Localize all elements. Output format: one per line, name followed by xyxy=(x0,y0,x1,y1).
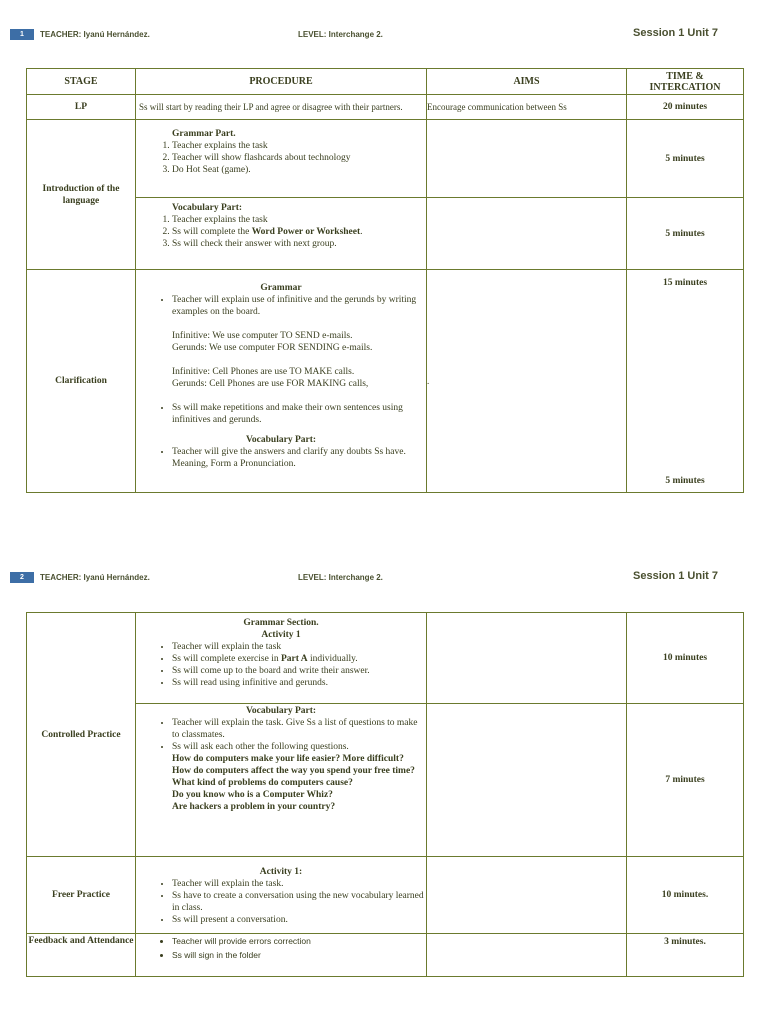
question-text: Do you know who is a Computer Whiz? xyxy=(172,790,333,800)
time-cell: 7 minutes xyxy=(627,704,744,857)
session-label: Session 1 Unit 7 xyxy=(633,570,718,582)
session-label: Session 1 Unit 7 xyxy=(633,27,718,39)
example-text: Infinitive: We use computer TO SEND e-mails. xyxy=(172,331,353,341)
list-item: • Ss will sign in the folder xyxy=(172,948,426,962)
procedure-cell: Ss will start by reading their LP and agree or disagree with their partners. xyxy=(136,95,427,120)
aims-cell xyxy=(427,198,627,270)
stage-cell: LP xyxy=(27,95,136,120)
list-item: • Ss will come up to the board and write their answer. xyxy=(172,665,426,677)
stage-cell: Feedback and Attendance xyxy=(27,934,136,977)
list-item: • Ss will read using infinitive and gerunds. xyxy=(172,677,426,689)
stage-cell: Controlled Practice xyxy=(27,613,136,857)
time-cell: 10 minutes xyxy=(627,613,744,704)
time-cell: 20 minutes xyxy=(627,95,744,120)
table-row-freer xyxy=(27,857,744,934)
section-title: Vocabulary Part: xyxy=(245,435,317,445)
procedure-cell xyxy=(136,704,427,857)
time-cell: 5 minutes xyxy=(627,198,744,270)
page-header-1 xyxy=(0,28,768,44)
table-row-intro-grammar xyxy=(27,120,744,198)
text-span: . xyxy=(360,227,363,237)
time-value-bottom: 5 minutes xyxy=(665,476,705,486)
text-span: Ss will complete exercise in xyxy=(172,654,281,664)
time-cell xyxy=(627,270,744,493)
procedure-cell xyxy=(136,613,427,704)
level-label: LEVEL: Interchange 2. xyxy=(298,30,383,39)
numbered-list xyxy=(136,140,426,176)
example-text: Infinitive: Cell Phones are use TO MAKE calls. xyxy=(172,367,355,377)
lesson-plan-table-1 xyxy=(26,68,744,493)
procedure-cell xyxy=(136,198,427,270)
time-cell: 5 minutes xyxy=(627,120,744,198)
bullet-list xyxy=(136,878,426,926)
example-text: Gerunds: Cell Phones are use FOR MAKING calls, xyxy=(172,379,369,389)
bold-text: Word Power or Worksheet xyxy=(251,227,361,237)
section-title: Grammar Section. xyxy=(243,618,319,628)
section-title: Grammar Part. xyxy=(172,129,236,139)
page-header-2 xyxy=(0,571,768,587)
list-item: • Ss will present a conversation. xyxy=(172,914,426,926)
level-label: LEVEL: Interchange 2. xyxy=(298,573,383,582)
column-header-procedure: PROCEDURE xyxy=(136,69,427,95)
list-item: • Teacher will explain use of infinitive and the gerunds by writing examples on the board. xyxy=(172,294,426,318)
teacher-label: TEACHER: Iyanú Hernández. xyxy=(40,573,150,582)
stage-cell: Introduction of the language xyxy=(27,120,136,270)
aims-cell: . xyxy=(427,270,627,493)
list-item: 1. Teacher explains the task xyxy=(172,140,426,152)
text-span: individually. xyxy=(307,654,358,664)
list-item: • Teacher will provide errors correction xyxy=(172,934,426,948)
text-span: Ss will complete the xyxy=(172,227,252,237)
page-number-badge: 1 xyxy=(10,29,34,40)
time-cell: 3 minutes. xyxy=(627,934,744,977)
bullet-list xyxy=(136,294,426,318)
list-item: 3. Do Hot Seat (game). xyxy=(172,164,426,176)
table-row-clarification xyxy=(27,270,744,493)
column-header-time xyxy=(627,69,744,95)
question-text: What kind of problems do computers cause? xyxy=(172,778,353,788)
page-number-badge: 2 xyxy=(10,572,34,583)
procedure-cell xyxy=(136,857,427,934)
list-item: • Teacher will explain the task. xyxy=(172,878,426,890)
list-item: • Teacher will give the answers and clarify any doubts Ss have. Meaning, Form a Pronunciation. xyxy=(172,446,426,470)
procedure-cell xyxy=(136,270,427,493)
bullet-list xyxy=(136,446,426,470)
stage-cell: Freer Practice xyxy=(27,857,136,934)
numbered-list xyxy=(136,214,426,250)
list-item: • Ss have to create a conversation using the new vocabulary learned in class. xyxy=(172,890,426,914)
bullet-list xyxy=(136,641,426,689)
stage-cell: Clarification xyxy=(27,270,136,493)
table-row-controlled-grammar xyxy=(27,613,744,704)
aims-cell xyxy=(427,934,627,977)
column-header-time-text: TIME & INTERCATION xyxy=(649,70,721,93)
table-header-row xyxy=(27,69,744,95)
bullet-list xyxy=(136,402,426,426)
aims-cell xyxy=(427,613,627,704)
list-item: • Teacher will explain the task. Give Ss a list of questions to make to classmates. xyxy=(172,717,426,741)
aims-cell xyxy=(427,857,627,934)
question-text: Are hackers a problem in your country? xyxy=(172,802,336,812)
column-header-stage: STAGE xyxy=(27,69,136,95)
section-title: Vocabulary Part: xyxy=(245,706,317,716)
time-cell: 10 minutes. xyxy=(627,857,744,934)
list-item: • Ss will ask each other the following questions. xyxy=(172,741,426,753)
aims-cell xyxy=(427,120,627,198)
bold-text: Part A xyxy=(280,654,308,664)
activity-title: Activity 1: xyxy=(259,867,303,877)
question-text: How do computers affect the way you spend your free time? xyxy=(172,766,415,776)
section-title: Vocabulary Part: xyxy=(172,203,243,213)
table-row-feedback xyxy=(27,934,744,977)
list-item xyxy=(172,653,426,665)
activity-title: Activity 1 xyxy=(261,630,301,640)
teacher-label: TEACHER: Iyanú Hernández. xyxy=(40,30,150,39)
time-value-top: 15 minutes xyxy=(662,278,708,288)
procedure-cell xyxy=(136,120,427,198)
bullet-list xyxy=(136,717,426,753)
aims-cell xyxy=(427,704,627,857)
aims-cell: Encourage communication between Ss xyxy=(427,95,627,120)
column-header-aims: AIMS xyxy=(427,69,627,95)
list-item: • Teacher will explain the task xyxy=(172,641,426,653)
table-row-lp xyxy=(27,95,744,120)
lesson-plan-table-2 xyxy=(26,612,744,977)
list-item: 1. Teacher explains the task xyxy=(172,214,426,226)
list-item xyxy=(172,226,426,238)
question-text: How do computers make your life easier? More difficult? xyxy=(172,754,404,764)
list-item: 2. Teacher will show flashcards about technology xyxy=(172,152,426,164)
example-text: Gerunds: We use computer FOR SENDING e-mails. xyxy=(172,343,373,353)
list-item: • Ss will make repetitions and make their own sentences using infinitives and gerunds. xyxy=(172,402,426,426)
list-item: 3. Ss will check their answer with next group. xyxy=(172,238,426,250)
bullet-list xyxy=(136,934,426,962)
procedure-cell xyxy=(136,934,427,977)
section-title: Grammar xyxy=(260,283,302,293)
